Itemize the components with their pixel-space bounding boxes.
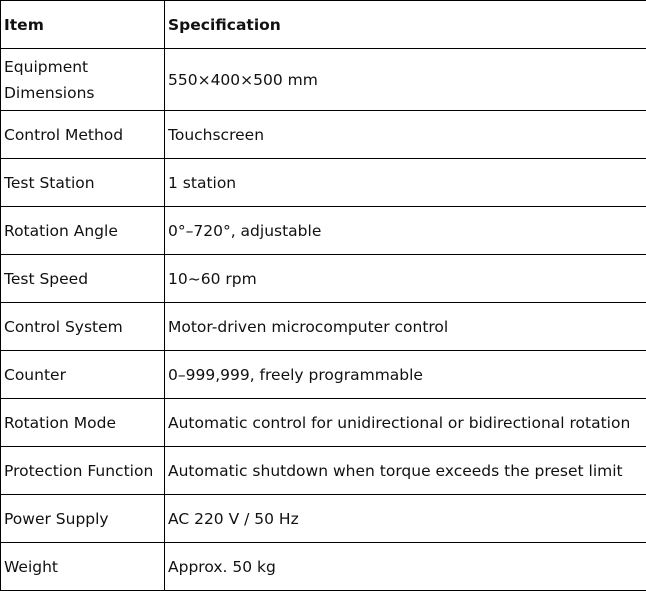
table-row — [1, 495, 646, 543]
item-cell: Protection Function — [1, 447, 165, 495]
table-row — [1, 399, 646, 447]
spec-cell: Automatic shutdown when torque exceeds the preset limit — [165, 447, 646, 495]
item-cell: Control Method — [1, 111, 165, 159]
table-row — [1, 207, 646, 255]
spec-cell: 1 station — [165, 159, 646, 207]
table-row — [1, 255, 646, 303]
spec-cell: 0–999,999, freely programmable — [165, 351, 646, 399]
spec-cell: AC 220 V / 50 Hz — [165, 495, 646, 543]
column-header-specification: Specification — [165, 1, 646, 49]
item-cell: Equipment Dimensions — [1, 49, 165, 111]
spec-cell: Approx. 50 kg — [165, 543, 646, 591]
spec-cell: Automatic control for unidirectional or bidirectional rotation — [165, 399, 646, 447]
spec-cell: 550×400×500 mm — [165, 49, 646, 111]
spec-cell: Motor-driven microcomputer control — [165, 303, 646, 351]
item-cell: Rotation Angle — [1, 207, 165, 255]
item-cell: Rotation Mode — [1, 399, 165, 447]
column-header-item: Item — [1, 1, 165, 49]
table-row — [1, 351, 646, 399]
item-cell: Counter — [1, 351, 165, 399]
spec-cell: Touchscreen — [165, 111, 646, 159]
spec-cell: 0°–720°, adjustable — [165, 207, 646, 255]
spec-cell: 10~60 rpm — [165, 255, 646, 303]
table-row — [1, 49, 646, 111]
table-row — [1, 447, 646, 495]
table-row — [1, 303, 646, 351]
item-cell: Test Speed — [1, 255, 165, 303]
table-row — [1, 159, 646, 207]
table-row — [1, 543, 646, 591]
item-cell: Weight — [1, 543, 165, 591]
table-row — [1, 111, 646, 159]
item-cell: Control System — [1, 303, 165, 351]
item-cell: Power Supply — [1, 495, 165, 543]
item-cell: Test Station — [1, 159, 165, 207]
table-header-row — [1, 1, 646, 49]
